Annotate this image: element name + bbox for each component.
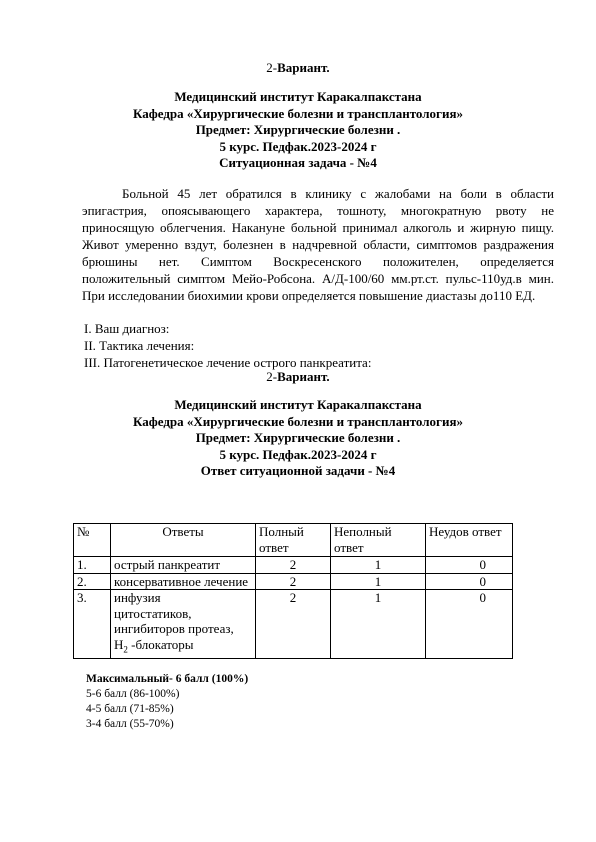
- table-row: [74, 557, 513, 574]
- row-wrong: 0: [426, 590, 513, 659]
- question-3: III. Патогенетическое лечение острого панкреатита:: [84, 355, 372, 370]
- course-line-2: 5 курс. Педфак.2023-2024 г: [219, 446, 377, 462]
- row-answer: острый панкреатит: [111, 557, 256, 574]
- institute-name: Медицинский институт Каракалпакстана: [174, 89, 422, 104]
- row-num: 3.: [74, 590, 111, 659]
- answer-title: Ответ ситуационной задачи - №4: [200, 463, 396, 478]
- row-wrong: 0: [426, 573, 513, 590]
- variant-label-top: 2-Вариант.: [266, 60, 330, 75]
- subject-line: Предмет: Хирургические болезни .: [195, 122, 401, 137]
- row-answer: [111, 590, 256, 659]
- row-partial: 1: [331, 590, 426, 659]
- row-full: 2: [256, 573, 331, 590]
- row-partial: 1: [331, 573, 426, 590]
- row-answer-line: $Н_2$ -блокаторы: [114, 636, 194, 655]
- row-full: 2: [256, 590, 331, 659]
- grading-level: 3-4 балл (55-70%): [86, 718, 174, 730]
- variant-label-mid: 2-Вариант.: [266, 369, 330, 384]
- row-partial: 1: [331, 557, 426, 574]
- row-full: 2: [256, 557, 331, 574]
- row-wrong: 0: [426, 557, 513, 574]
- col-header-partial: Неполный ответ: [331, 524, 426, 557]
- row-answer-line: цитостатиков,: [114, 605, 192, 621]
- header-top: [0, 89, 596, 172]
- question-2: II. Тактика лечения:: [84, 338, 195, 353]
- col-header-num: №: [74, 524, 111, 557]
- col-header-wrong: Неудов ответ: [426, 524, 513, 557]
- table-row: [74, 573, 513, 590]
- department-name-2: Кафедра «Хирургические болезни и трансплантология»: [133, 413, 463, 429]
- answers-table: [73, 523, 513, 659]
- row-num: 2.: [74, 573, 111, 590]
- row-answer-line: инфузия: [114, 590, 161, 605]
- table-row: [74, 590, 513, 659]
- row-answer: консервативное лечение: [111, 573, 256, 590]
- table-header-row: [74, 524, 513, 557]
- row-answer-line: ингибиторов протеаз,: [114, 621, 234, 636]
- course-line: 5 курс. Педфак.2023-2024 г: [219, 138, 377, 154]
- grading-level: 4-5 балл (71-85%): [86, 703, 174, 715]
- row-num: 1.: [74, 557, 111, 574]
- institute-name-2: Медицинский институт Каракалпакстана: [174, 397, 422, 412]
- col-header-answers: Ответы: [111, 524, 256, 557]
- subject-line-2: Предмет: Хирургические болезни .: [195, 430, 401, 445]
- header-answer: [0, 397, 596, 480]
- task-description: Больной 45 лет обратился в клинику с жалобами на боли в области эпигастрия, опоясывающего характера, тошноту, многократную рвоту не приносящую облегчения. Накануне больной принимал алкоголь и жирную пищу. Живот умеренно вздут, болезнен в надчревной области, симптомов раздражения брюшины нет. Симптом Воскресенского положителен, определяется положительный симптом Мейо-Робсона. А/Д-100/60 мм.рт.ст. пульс-110уд.в мин. При исследовании биохимии крови определяется повышение диастазы до110 ЕД.: [82, 186, 554, 303]
- task-title: Ситуационная задача - №4: [219, 155, 377, 170]
- grading-max: Максимальный- 6 балл (100%): [86, 673, 249, 685]
- question-1: I. Ваш диагноз:: [84, 321, 170, 336]
- col-header-full: Полный ответ: [256, 524, 331, 557]
- department-name: Кафедра «Хирургические болезни и трансплантология»: [133, 105, 463, 121]
- grading-level: 5-6 балл (86-100%): [86, 688, 180, 700]
